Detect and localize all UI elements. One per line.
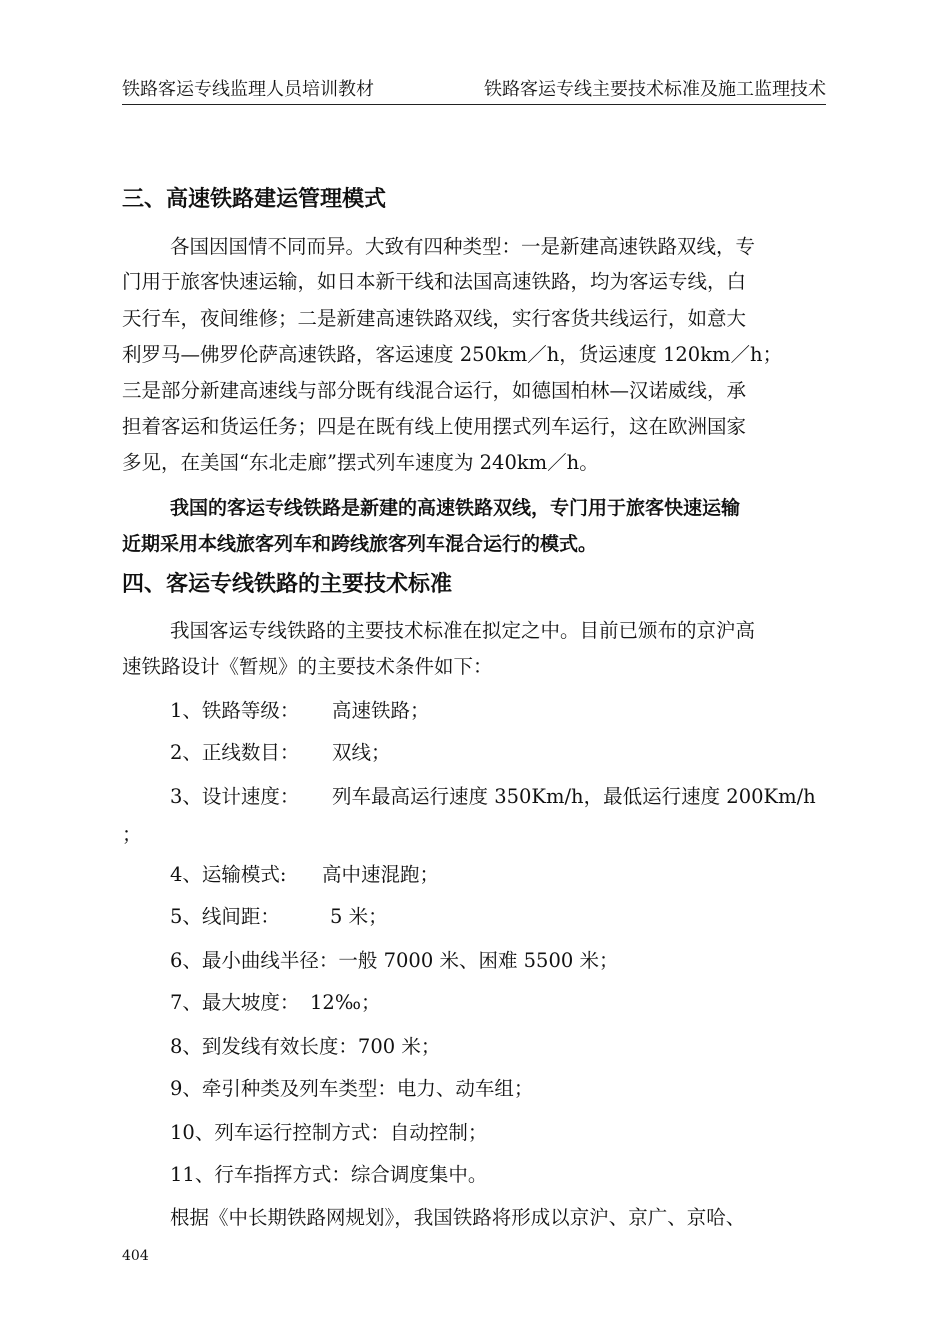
- page-header: [122, 78, 826, 105]
- spec-item-value: 一般 7000 米、困难 5500 米；: [338, 949, 619, 972]
- spec-item-value: 综合调度集中。: [350, 1163, 488, 1186]
- spec-item-label: 4、运输模式:: [170, 863, 287, 886]
- section-3-para1-line: 三是部分新建高速线与部分既有线混合运行，如德国柏林—汉诺威线，承: [122, 379, 747, 402]
- section-3-para1-line: 多见，在美国“东北走廊”摆式列车速度为 240km／h。: [122, 451, 599, 474]
- section-4-heading: 四、客运专线铁路的主要技术标准: [122, 572, 453, 597]
- spec-item-value: 自动控制；: [389, 1121, 488, 1144]
- spec-item: [170, 948, 618, 974]
- section-3-para1-line: 担着客运和货运任务；四是在既有线上使用摆式列车运行，这在欧洲国家: [122, 415, 747, 438]
- spec-item-value: 高速铁路；: [332, 699, 430, 722]
- spec-item: [170, 1076, 533, 1102]
- section-3-para1-line: 门用于旅客快速运输，如日本新干线和法国高速铁路，均为客运专线，白: [122, 270, 747, 293]
- spec-item-value: 电力、动车组；: [396, 1077, 534, 1100]
- spec-item: [170, 784, 816, 810]
- spec-item-label: 9、牵引种类及列车类型：: [170, 1077, 397, 1100]
- spec-item-value: 12‰；: [310, 991, 381, 1014]
- spec-item: [170, 1162, 487, 1188]
- section-3-para2-line: 近期采用本线旅客列车和跨线旅客列车混合运行的模式。: [122, 533, 598, 555]
- spec-item-wrap: ；: [122, 823, 142, 846]
- spec-item: [170, 990, 380, 1016]
- header-left-title: 铁路客运专线监理人员培训教材: [122, 79, 374, 100]
- header-right-title: 铁路客运专线主要技术标准及施工监理技术: [484, 79, 826, 100]
- section-3-para1-line: 利罗马—佛罗伦萨高速铁路，客运速度 250km／h，货运速度 120km／h；: [122, 343, 783, 366]
- section-3-para1-line: 天行车，夜间维修；二是新建高速铁路双线，实行客货共线运行，如意大: [122, 307, 747, 330]
- spec-item: [170, 740, 391, 766]
- spec-item-label: 10、列车运行控制方式：: [170, 1121, 390, 1144]
- spec-item-label: 2、正线数目：: [170, 741, 300, 764]
- section-4-intro-line: 我国客运专线铁路的主要技术标准在拟定之中。目前已颁布的京沪高: [170, 619, 756, 642]
- spec-item: [170, 1034, 440, 1060]
- spec-item: [170, 1120, 487, 1146]
- spec-item-label: 7、最大坡度：: [170, 991, 300, 1014]
- section-3-heading: 三、高速铁路建运管理模式: [122, 187, 387, 212]
- spec-item: [170, 698, 430, 724]
- spec-item-value: 5 米；: [330, 905, 388, 928]
- section-3-para2-line: 我国的客运专线铁路是新建的高速铁路双线，专门用于旅客快速运输: [170, 497, 741, 519]
- section-3-para1-line: 各国因国情不同而异。大致有四种类型：一是新建高速铁路双线，专: [170, 235, 756, 258]
- spec-item-label: 8、到发线有效长度：: [170, 1035, 358, 1058]
- section-4-intro-line: 速铁路设计《暂规》的主要技术条件如下：: [122, 655, 493, 678]
- spec-item-label: 1、铁路等级：: [170, 699, 300, 722]
- spec-item-value: 700 米；: [357, 1035, 441, 1058]
- closing-line: 根据《中长期铁路网规划》，我国铁路将形成以京沪、京广、京哈、: [170, 1206, 746, 1229]
- spec-item-value: 列车最高运行速度 350Km/h，最低运行速度 200Km/h: [332, 785, 816, 808]
- spec-item: [170, 862, 439, 888]
- spec-item-label: 3、设计速度：: [170, 785, 300, 808]
- spec-item-label: 6、最小曲线半径：: [170, 949, 339, 972]
- spec-item-label: 5、线间距：: [170, 905, 280, 928]
- spec-item: [170, 904, 388, 930]
- spec-item-label: 11、行车指挥方式：: [170, 1163, 351, 1186]
- page-number: 404: [122, 1248, 149, 1264]
- spec-item-value: 双线；: [332, 741, 391, 764]
- spec-item-value: 高中速混跑；: [322, 863, 440, 886]
